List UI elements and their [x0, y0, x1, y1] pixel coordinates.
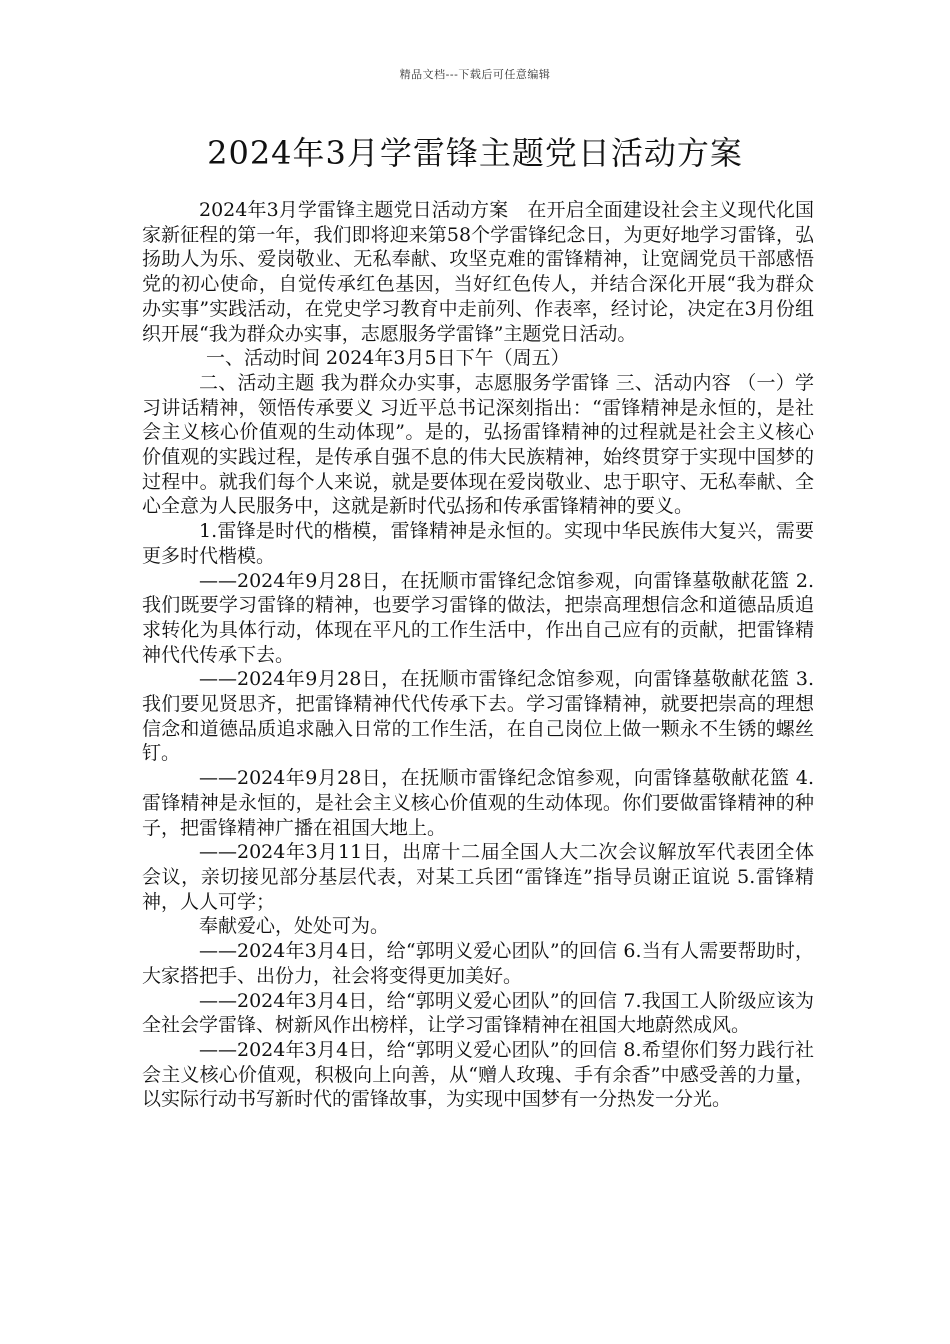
paragraph-activity-theme: 二、活动主题 我为群众办实事，志愿服务学雷锋 三、活动内容 （一）学习讲话精神，领悟传承要义 习近平总书记深刻指出：“雷锋精神是永恒的，是社会主义核心价值观的生动体现”。是的，弘扬雷锋精神的过程就是社会主义核心价值观的实践过程，是传承自强不息的伟大民族精神，始终贯穿于实现中国梦的过程中。就我们每个人来说，就是要体现在爱岗敬业、忠于职守、无私奉献、全心全意为人民服务中，这就是新时代弘扬和传承雷锋精神的要义。 [142, 371, 814, 518]
paragraph-quote-1: 1.雷锋是时代的楷模，雷锋精神是永恒的。实现中华民族伟大复兴，需要更多时代楷模。 [142, 520, 814, 567]
document-title: 2024年3月学雷锋主题党日活动方案 [207, 134, 743, 172]
paragraph-quote-5-cont: 奉献爱心，处处可为。 [199, 915, 390, 938]
paragraph-activity-time: 一、活动时间 2024年3月5日下午（周五） [206, 347, 570, 370]
document-body [142, 198, 814, 1112]
paragraph-quote-8: ——2024年3月4日，给“郭明义爱心团队”的回信 8.希望你们努力践行社会主义核心价值观，积极向上向善，从“赠人玫瑰、手有余香”中感受善的力量，以实际行动书写新时代的雷锋故事，为实现中国梦有一分热发一分光。 [142, 1038, 814, 1111]
paragraph-quote-7: ——2024年3月4日，给“郭明义爱心团队”的回信 7.我国工人阶级应该为全社会学雷锋、树新风作出榜样，让学习雷锋精神在祖国大地蔚然成风。 [142, 989, 814, 1037]
paragraph-quote-6: ——2024年3月4日，给“郭明义爱心团队”的回信 6.当有人需要帮助时，大家搭把手、出份力，社会将变得更加美好。 [142, 940, 814, 987]
paragraph-quote-3: ——2024年9月28日，在抚顺市雷锋纪念馆参观，向雷锋墓敬献花篮 3.我们要见贤思齐，把雷锋精神代代传承下去。学习雷锋精神，就要把崇高的理想信念和道德品质追求融入日常的工作生活，在自己岗位上做一颗永不生锈的螺丝钉。 [142, 668, 814, 765]
paragraph-intro: 2024年3月学雷锋主题党日活动方案 在开启全面建设社会主义现代化国家新征程的第一年，我们即将迎来第58个学雷锋纪念日，为更好地学习雷锋，弘扬助人为乐、爱岗敬业、无私奉献、攻坚克难的雷锋精神，让宽阔党员干部感悟党的初心使命，自觉传承红色基因，当好红色传人，并结合深化开展“我为群众办实事”实践活动，在党史学习教育中走前列、作表率，经讨论，决定在3月份组织开展“我为群众办实事，志愿服务学雷锋”主题党日活动。 [142, 199, 814, 345]
paragraph-quote-5: ——2024年3月11日，出席十二届全国人大二次会议解放军代表团全体会议，亲切接见部分基层代表，对某工兵团“雷锋连”指导员谢正谊说 5.雷锋精神，人人可学； [142, 841, 814, 913]
paragraph-quote-2: ——2024年9月28日，在抚顺市雷锋纪念馆参观，向雷锋墓敬献花篮 2.我们既要学习雷锋的精神，也要学习雷锋的做法，把崇高理想信念和道德品质追求转化为具体行动，体现在平凡的工作生活中，作出自己应有的贡献，把雷锋精神代代传承下去。 [142, 569, 814, 666]
paragraph-quote-4: ——2024年9月28日，在抚顺市雷锋纪念馆参观，向雷锋墓敬献花篮 4.雷锋精神是永恒的，是社会主义核心价值观的生动体现。你们要做雷锋精神的种子，把雷锋精神广播在祖国大地上。 [142, 767, 814, 839]
header-note: 精品文档---下载后可任意编辑 [399, 68, 551, 81]
